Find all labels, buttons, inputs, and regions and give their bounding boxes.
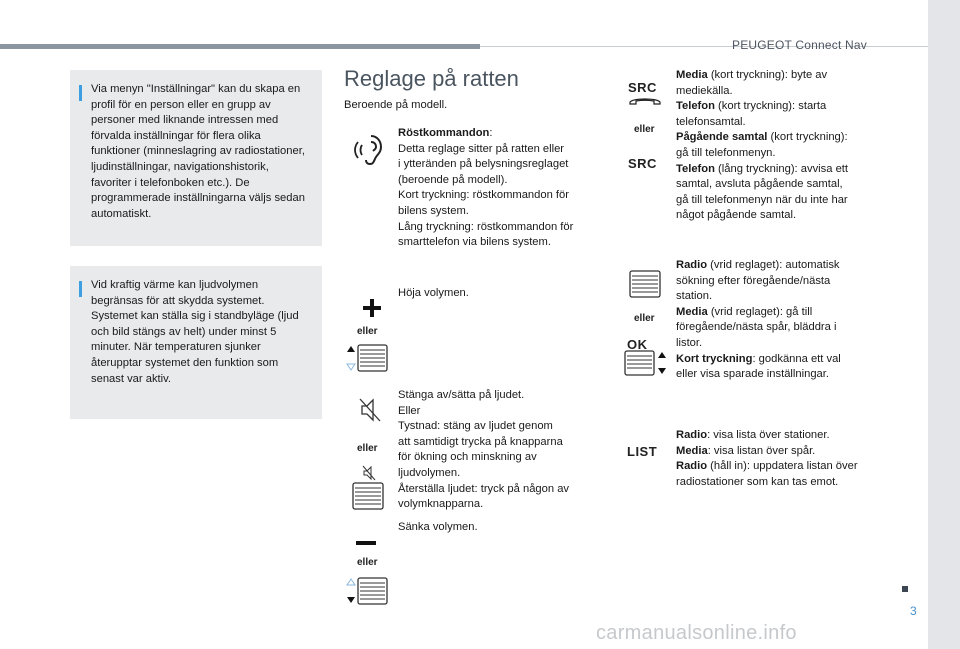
mute-line: volymknapparna. <box>398 498 484 511</box>
voice-line: smarttelefon via bilens system. <box>398 236 551 249</box>
volume-up-description: Höja volymen. <box>398 287 469 299</box>
header-title: PEUGEOT Connect Nav <box>732 38 867 52</box>
list-description <box>676 428 858 490</box>
list-line: Radio: visa lista över stationer. <box>676 429 830 441</box>
src-line: Media (kort tryckning): byte av <box>676 69 828 81</box>
eller-label: eller <box>357 326 378 337</box>
src-label: SRC <box>628 80 657 95</box>
scroll-wheel-updown-icon <box>624 350 668 376</box>
mute-line: ljudvolymen. <box>398 466 461 479</box>
page-number: 3 <box>910 604 917 618</box>
scroll-wheel-icon <box>629 270 661 298</box>
voice-line: Detta reglage sitter på ratten eller <box>398 142 565 155</box>
volume-down-description: Sänka volymen. <box>398 521 478 533</box>
section-intro: Beroende på modell. <box>344 99 448 111</box>
voice-line: Kort tryckning: röstkommandon för <box>398 189 569 202</box>
top-rule <box>0 44 480 49</box>
voice-command-title: Röstkommandon <box>398 127 490 139</box>
eller-label: eller <box>634 313 655 324</box>
list-line: Radio (håll in): uppdatera listan över <box>676 460 858 473</box>
src-line: samtal, avsluta pågående samtal, <box>676 178 843 191</box>
mute-line: för ökning och minskning av <box>398 451 537 464</box>
mute-icon <box>358 396 382 424</box>
scroll-wheel-up-icon <box>346 344 390 372</box>
voice-command-description: Röstkommandon: Detta reglage sitter på ratten eller i ytteränden på belysningsreglaget (beroende på modell). Kort tryckning: röstkommandon för bilens system. Lång tryckning: röstkommandon för smarttelefon via bilens system. <box>398 126 573 251</box>
src-line: gå till telefonmenyn. <box>676 146 776 159</box>
mute-line: Återställa ljudet: tryck på någon av <box>398 482 570 495</box>
src-label: SRC <box>628 156 657 171</box>
mute-line: att samtidigt trycka på knapparna <box>398 435 563 448</box>
radio-line: Media (vrid reglaget): gå till <box>676 305 813 318</box>
radio-line: Radio (vrid reglaget): automatisk <box>676 259 840 271</box>
voice-line: Lång tryckning: röstkommandon för <box>398 220 574 233</box>
side-strip <box>928 0 960 649</box>
section-title: Reglage på ratten <box>344 66 519 91</box>
voice-line: bilens system. <box>398 204 469 217</box>
src-description <box>676 68 848 224</box>
radio-description <box>676 258 841 383</box>
minus-icon <box>356 540 376 546</box>
src-line: Telefon (lång tryckning): avvisa ett <box>676 162 849 175</box>
radio-line: eller visa sparade inställningar. <box>676 368 829 381</box>
list-label: LIST <box>627 444 658 459</box>
radio-line: station. <box>676 290 713 303</box>
note-marker-bar <box>79 85 82 101</box>
mute-description <box>398 388 569 513</box>
note-marker-bar <box>79 281 82 297</box>
note-heat-volume <box>70 266 322 419</box>
radio-line: sökning efter föregående/nästa <box>676 274 831 287</box>
src-line: något pågående samtal. <box>676 209 797 222</box>
watermark: carmanualsonline.info <box>596 622 797 644</box>
radio-line: föregående/nästa spår, bläddra i <box>676 321 837 334</box>
src-line: mediekälla. <box>676 84 733 97</box>
src-line: Telefon (kort tryckning): starta <box>676 100 827 113</box>
scroll-wheel-down-icon <box>346 577 390 605</box>
mute-line: Stänga av/sätta på ljudet. <box>398 389 525 401</box>
eller-label: eller <box>357 443 378 454</box>
mute-line: Eller <box>398 404 421 417</box>
page-end-marker <box>902 586 908 592</box>
eller-label: eller <box>634 124 655 135</box>
mute-small-icon <box>362 465 376 481</box>
radio-line: Kort tryckning: godkänna ett val <box>676 352 841 365</box>
radio-line: listor. <box>676 336 703 349</box>
note-text: Via menyn "Inställningar" kan du skapa en profil för en person eller en grupp av personer med liknande intressen med förvalda inställningar för flera olika funktioner (minneslagring av radiostationer, ljudinställningar, navigationshistorik, favoriter i telefonboken etc.). De programmerade inställningarna väljs sedan automatiskt. <box>91 83 305 220</box>
list-line: Media: visa listan över spår. <box>676 444 816 457</box>
plus-icon <box>362 298 382 318</box>
list-line: radiostationer som kan tas emot. <box>676 475 839 488</box>
src-line: telefonsamtal. <box>676 115 746 128</box>
mute-line: Tystnad: stäng av ljudet genom <box>398 420 553 433</box>
ok-label: OK <box>627 337 648 352</box>
scroll-wheel-icon <box>352 482 384 510</box>
note-text: Vid kraftig värme kan ljudvolymen begränsas för att skydda systemet. Systemet kan ställa sig i standbyläge (ljud och bild stängs av helt) under minst 5 minuter. När temperaturen sjunker återupptar systemet den funktion som senast var aktiv. <box>91 279 299 385</box>
note-settings-profile <box>70 70 322 246</box>
voice-line: (beroende på modell). <box>398 173 508 186</box>
voice-line: i ytteränden på belysningsreglaget <box>398 158 569 171</box>
voice-command-icon <box>350 132 386 168</box>
src-line: Pågående samtal (kort tryckning): <box>676 131 848 144</box>
eller-label: eller <box>357 557 378 568</box>
src-line: gå till telefonmenyn när du inte har <box>676 193 848 206</box>
phone-handset-icon <box>628 96 662 106</box>
